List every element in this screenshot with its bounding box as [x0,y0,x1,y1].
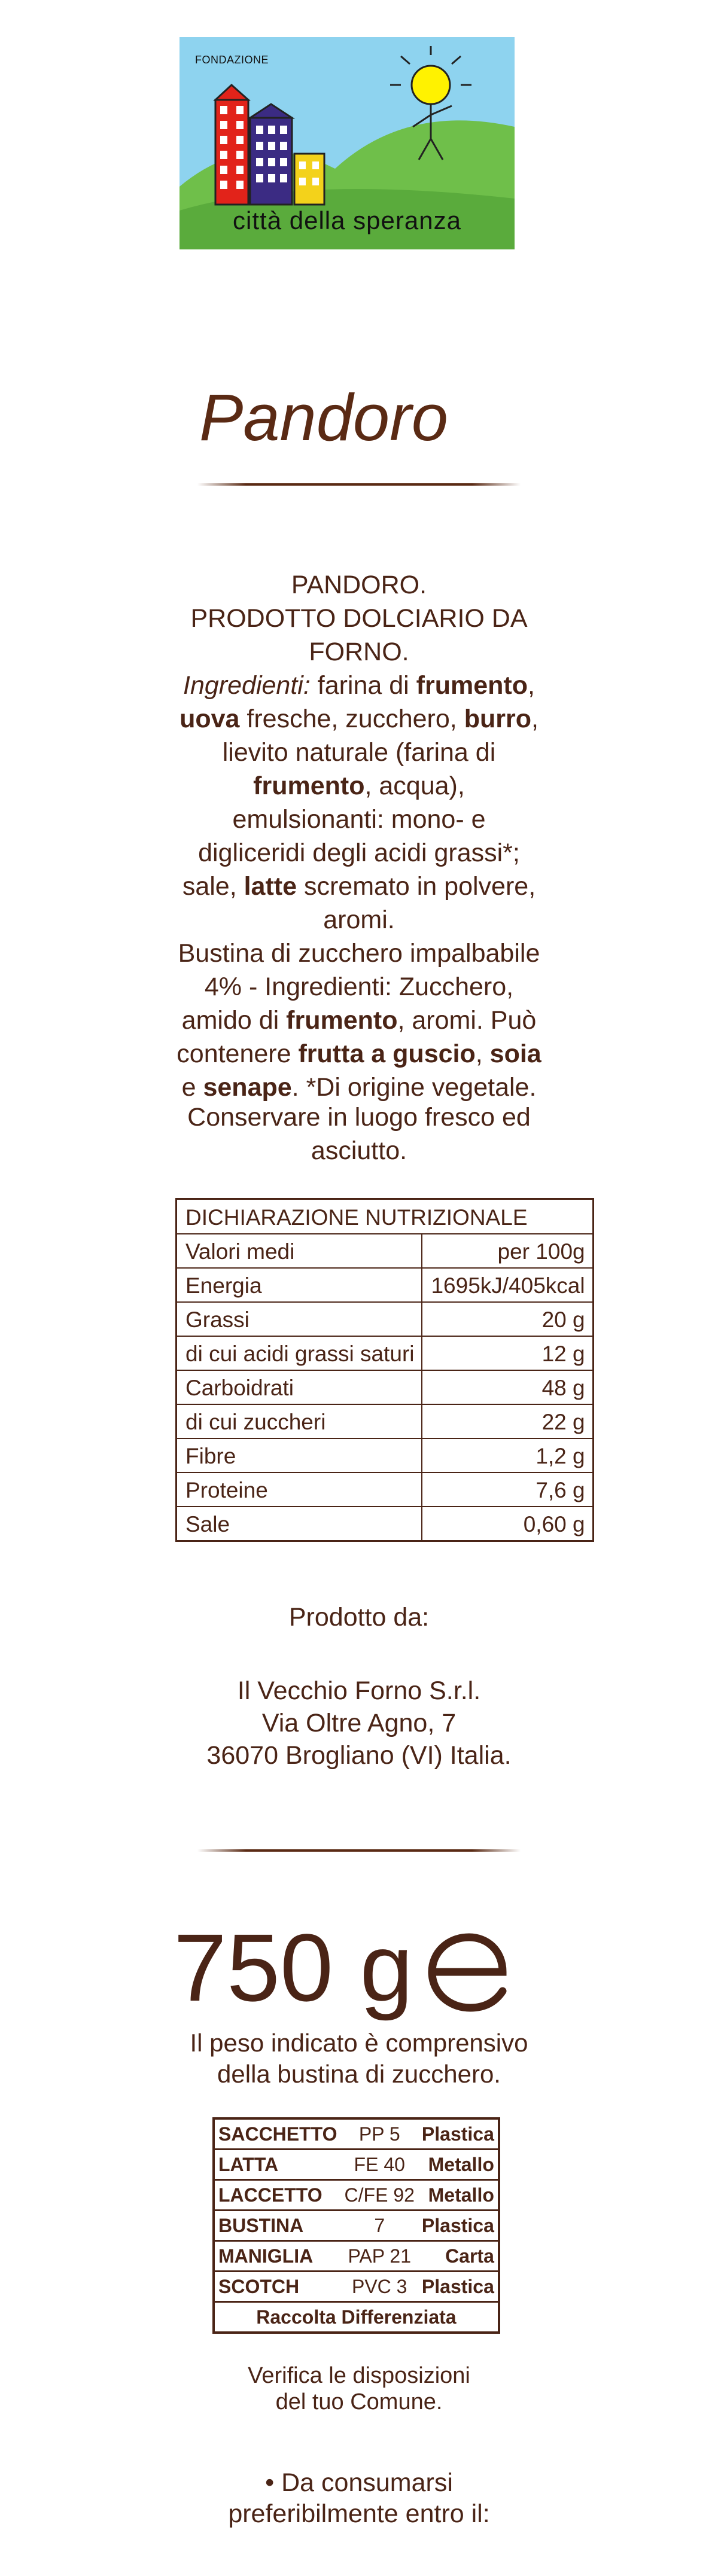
pkg-material: Metallo [418,2150,499,2180]
nutrient-label: Valori medi [177,1234,422,1268]
storage-instructions [156,1100,562,1167]
nutrient-value: 1695kJ/405kcal [422,1268,593,1302]
ingredient-text: Ingredienti: [183,671,311,700]
nutrition-header: DICHIARAZIONE NUTRIZIONALE [177,1199,594,1234]
pkg-material: Plastica [421,2123,494,2145]
producer-city: 36070 Brogliano (VI) Italia. [206,1741,512,1770]
ingredient-text: scremato in polvere, [297,872,536,901]
ingredient-line [162,669,556,702]
allergen-text: frumento [416,671,528,700]
best-before [0,2467,718,2529]
pkg-material: Plastica [418,2272,499,2302]
ingredient-text: . *Di origine vegetale. [291,1073,537,1102]
ingredient-text: aromi. [323,906,395,934]
ingredient-line [162,736,556,769]
nutrition-table [175,1198,594,1542]
verify-line: del tuo Comune. [275,2389,443,2415]
table-row [214,2272,499,2302]
estimated-e-mark-icon [424,1929,513,2016]
pkg-item: SCOTCH [214,2272,341,2302]
net-weight: 750 g [174,1914,413,2021]
ingredient-text: fresche, zucchero, [239,705,464,733]
nutrient-label: di cui acidi grassi saturi [177,1336,422,1370]
title-divider [197,483,521,486]
pkg-footer: Raccolta Differenziata [214,2302,499,2333]
nutrient-label: Proteine [177,1473,422,1507]
ingredient-text: PRODOTTO DOLCIARIO DA FORNO. [190,604,528,666]
packaging-table [212,2117,500,2334]
ingredient-text: amido di [181,1006,287,1035]
pkg-code: PVC 3 [341,2272,418,2302]
ingredient-text: , acqua), [364,772,465,800]
product-title: Pandoro [199,381,448,455]
ingredient-line [162,769,556,803]
nutrient-value: 12 g [422,1336,593,1370]
ingredient-text: PANDORO. [291,571,427,599]
table-row [177,1438,594,1473]
table-row [177,1370,594,1404]
producer-divider [197,1849,521,1852]
ingredient-line [162,836,556,870]
allergen-text: latte [244,872,297,901]
pkg-code: PP 5 [358,2123,400,2145]
ingredient-line [162,970,556,1004]
ingredient-text: 4% - Ingredienti: Zucchero, [204,973,514,1001]
storage-line: Conservare in luogo fresco ed [187,1103,531,1132]
nutrient-label: Fibre [177,1438,422,1473]
allergen-text: frumento [253,772,365,800]
table-row [177,1336,594,1370]
allergen-text: uova [180,705,240,733]
verify-line: Verifica le disposizioni [248,2363,470,2388]
ingredient-text: , aromi. Può [397,1006,537,1035]
nutrient-value: 48 g [422,1370,593,1404]
ingredient-line [162,702,556,736]
storage-line: asciutto. [311,1136,407,1165]
ingredient-text: sale, [182,872,244,901]
ingredient-line [162,870,556,903]
nutrient-label: di cui zuccheri [177,1404,422,1438]
nutrient-label: Energia [177,1268,422,1302]
allergen-text: frumento [286,1006,398,1035]
nutrient-value: 7,6 g [422,1473,593,1507]
allergen-text: soia [489,1039,541,1068]
ingredient-text: , [531,705,538,733]
nutrient-value: 22 g [422,1404,593,1438]
pkg-material: Carta [418,2241,499,2272]
producer-name: Il Vecchio Forno S.r.l. [237,1676,481,1705]
ingredient-text: , [475,1039,490,1068]
ingredient-line [162,937,556,970]
table-row [177,1234,594,1268]
pkg-item: LACCETTO [214,2180,341,2211]
ingredient-line [162,903,556,937]
ingredient-text: lievito naturale (farina di [222,738,496,767]
pkg-code: FE 40 [341,2150,418,2180]
allergen-text: burro [464,705,531,733]
ingredient-text: contenere [177,1039,299,1068]
ingredient-text: , [528,671,535,700]
ingredient-line [162,602,556,669]
nutrient-label: Carboidrati [177,1370,422,1404]
ingredient-line [162,568,556,602]
allergen-text: senape [203,1073,292,1102]
table-row [177,1507,594,1541]
pkg-code: PAP 21 [341,2241,418,2272]
table-row [177,1404,594,1438]
table-row [214,2118,499,2150]
pkg-material: Plastica [418,2211,499,2241]
pkg-item: LATTA [214,2150,341,2180]
table-row [177,1302,594,1336]
pkg-item: SACCHETTO [218,2123,337,2145]
table-row [214,2241,499,2272]
best-before-line: preferibilmente entro il: [228,2499,490,2528]
pkg-item: BUSTINA [214,2211,341,2241]
table-row [177,1473,594,1507]
producer-address [0,1675,718,1772]
table-row [214,2180,499,2211]
ingredient-text: emulsionanti: mono- e [232,805,486,834]
weight-note-line: della bustina di zucchero. [217,2060,501,2088]
nutrient-value: 20 g [422,1302,593,1336]
pkg-material: Metallo [418,2180,499,2211]
producer-label: Prodotto da: [288,1603,430,1632]
table-row [214,2211,499,2241]
nutrient-label: Sale [177,1507,422,1541]
ingredient-line [162,803,556,836]
nutrient-value: 1,2 g [422,1438,593,1473]
ingredients-block [162,568,556,1104]
pkg-code: C/FE 92 [341,2180,418,2211]
ingredient-text: digliceridi degli acidi grassi*; [198,839,520,867]
pkg-code: 7 [341,2211,418,2241]
ingredient-text: farina di [310,671,416,700]
pkg-item: MANIGLIA [214,2241,341,2272]
ingredient-text: Bustina di zucchero impalbabile [178,939,540,968]
nutrient-value: per 100g [422,1234,593,1268]
nutrient-value: 0,60 g [422,1507,593,1541]
table-row [177,1268,594,1302]
fondazione-logo [180,37,515,249]
ingredient-line [162,1071,556,1104]
logo-top-text: FONDAZIONE [195,54,269,66]
weight-note-line: Il peso indicato è comprensivo [190,2029,528,2057]
verify-note [0,2362,718,2415]
ingredient-line [162,1037,556,1071]
ingredient-text: e [181,1073,203,1102]
logo-caption: città della speranza [233,206,461,234]
producer-street: Via Oltre Agno, 7 [261,1709,457,1737]
weight-note [0,2028,718,2090]
best-before-line: • Da consumarsi [265,2468,453,2497]
allergen-text: frutta a guscio [298,1039,476,1068]
ingredient-line [162,1004,556,1037]
logo-yellow-building [294,154,324,205]
nutrient-label: Grassi [177,1302,422,1336]
table-row [214,2150,499,2180]
